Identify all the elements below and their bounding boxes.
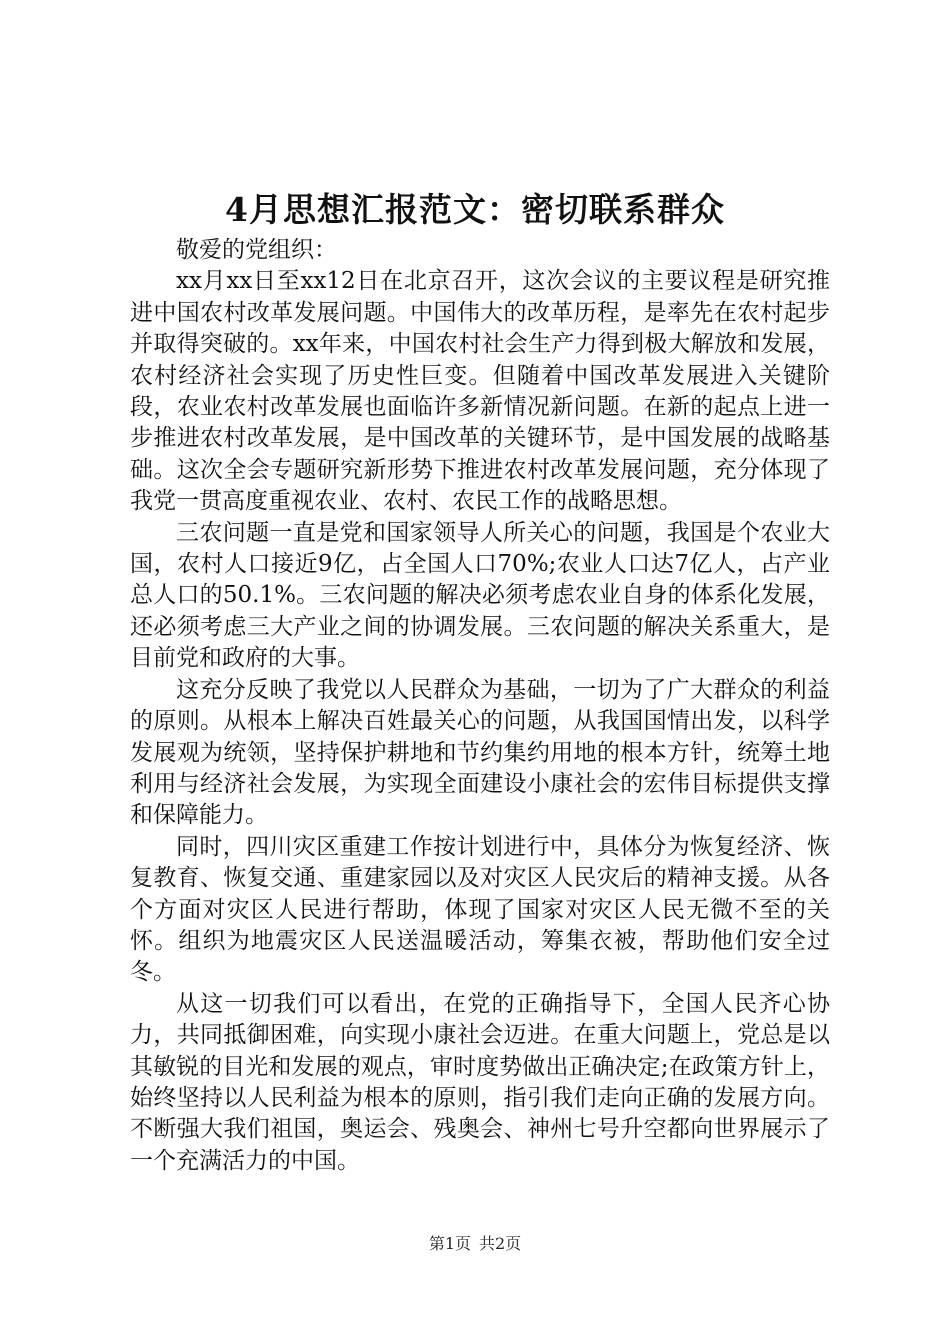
- page-number-current: 第1页: [428, 1234, 471, 1253]
- paragraph-1: xx月xx日至xx12日在北京召开，这次会议的主要议程是研究推进中国农村改革发展问题。中国伟大的改革历程，是率先在农村起步并取得突破的。xx年来，中国农村社会生产力得到极大解放和发展，农村经济社会实现了历史性巨变。但随着中国改革发展进入关键阶段，农业农村改革发展也面临许多新情况新问题。在新的起点上进一步推进农村改革发展，是中国改革的关键环节，是中国发展的战略基础。这次全会专题研究新形势下推进农村改革发展问题，充分体现了我党一贯高度重视农业、农村、农民工作的战略思想。: [130, 268, 830, 515]
- page-footer: [0, 1232, 950, 1256]
- document-body: [130, 235, 830, 1177]
- document-title: 4月思想汇报范文：密切联系群众: [225, 190, 725, 229]
- paragraph-5: 从这一切我们可以看出，在党的正确指导下，全国人民齐心协力，共同抵御困难，向实现小康社会迈进。在重大问题上，党总是以其敏锐的目光和发展的观点，审时度势做出正确决定;在政策方针上，始终坚持以人民利益为根本的原则，指引我们走向正确的发展方向。不断强大我们祖国，奥运会、残奥会、神州七号升空都向世界展示了一个充满活力的中国。: [130, 990, 830, 1174]
- paragraph-3: 这充分反映了我党以人民群众为基础，一切为了广大群众的利益的原则。从根本上解决百姓最关心的问题，从我国国情出发，以科学发展观为统领，坚持保护耕地和节约集约用地的根本方针，统筹土地利用与经济社会发展，为实现全面建设小康社会的宏伟目标提供支撑和保障能力。: [130, 676, 830, 829]
- paragraph-4: 同时，四川灾区重建工作按计划进行中，具体分为恢复经济、恢复教育、恢复交通、重建家园以及对灾区人民灾后的精神支援。从各个方面对灾区人民进行帮助，体现了国家对灾区人民无微不至的关怀。组织为地震灾区人民送温暖活动，筹集衣被，帮助他们安全过冬。: [130, 833, 830, 986]
- page-number-total: 共2页: [479, 1234, 522, 1253]
- paragraph-2: 三农问题一直是党和国家领导人所关心的问题，我国是个农业大国，农村人口接近9亿，占全国人口70%;农业人口达7亿人，占产业总人口的50.1%。三农问题的解决必须考虑农业自身的体系化发展，还必须考虑三大产业之间的协调发展。三农问题的解决关系重大，是目前党和政府的大事。: [130, 519, 830, 672]
- salutation: 敬爱的党组织：: [176, 237, 337, 263]
